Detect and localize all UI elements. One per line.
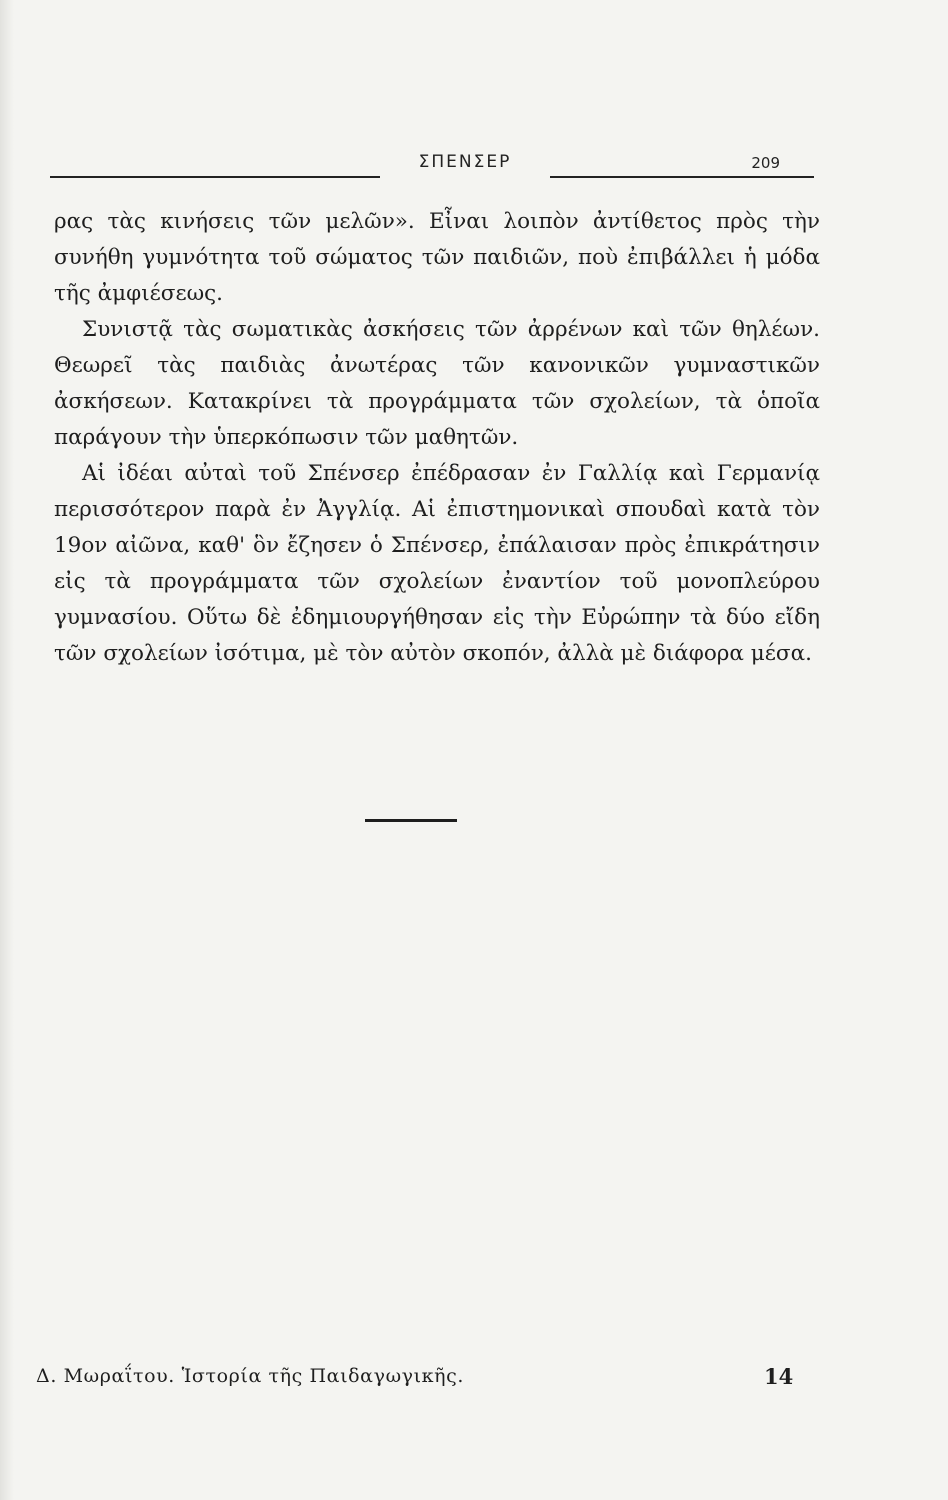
section-end-rule bbox=[365, 819, 457, 822]
page-number: 209 bbox=[751, 154, 780, 172]
header-rule-right bbox=[550, 176, 814, 178]
running-header-title: ΣΠΕΝΣΕΡ bbox=[418, 152, 512, 172]
footer-sheet-number: 14 bbox=[764, 1364, 794, 1389]
paragraph-continuation: ρας τὰς κινήσεις τῶν μελῶν». Εἶναι λοιπὸν ἀντίθετος πρὸς τὴν συνήθη γυμνότητα τοῦ σώματος τῶν παιδιῶν, ποὺ ἐπιβάλλει ἡ μόδα τῆς ἀμφιέσεως. bbox=[54, 209, 820, 306]
page-edge-shadow bbox=[0, 0, 14, 1500]
footer-signature: Δ. Μωραΐτου. Ἱστορία τῆς Παιδαγωγικῆς. bbox=[36, 1365, 465, 1387]
body-text bbox=[54, 204, 820, 672]
running-header bbox=[50, 150, 814, 182]
paragraph-physical-exercises: Συνιστᾷ τὰς σωματικὰς ἀσκήσεις τῶν ἀρρένων καὶ τῶν θηλέων. Θεωρεῖ τὰς παιδιὰς ἀνωτέρας τῶν κανονικῶν γυμναστικῶν ἀσκήσεων. Κατακρίνει τὰ προγράμματα τῶν σχολείων, τὰ ὁποῖα παράγουν τὴν ὑπερκόπωσιν τῶν μαθητῶν. bbox=[54, 317, 820, 450]
header-rule-left bbox=[50, 176, 380, 178]
paragraph-influence: Αἱ ἰδέαι αὐταὶ τοῦ Σπένσερ ἐπέδρασαν ἐν Γαλλίᾳ καὶ Γερμανίᾳ περισσότερον παρὰ ἐν Ἀγγλίᾳ. Αἱ ἐπιστημονικαὶ σπουδαὶ κατὰ τὸν 19ον αἰῶνα, καθ' ὃν ἔζησεν ὁ Σπένσερ, ἐπάλαισαν πρὸς ἐπικράτησιν εἰς τὰ προγράμματα τῶν σχολείων ἐναντίον τοῦ μονοπλεύρου γυμνασίου. Οὕτω δὲ ἐδημιουργήθησαν εἰς τὴν Εὐρώπην τὰ δύο εἴδη τῶν σχολείων ἰσότιμα, μὲ τὸν αὐτὸν σκοπόν, ἀλλὰ μὲ διάφορα μέσα. bbox=[54, 461, 820, 666]
